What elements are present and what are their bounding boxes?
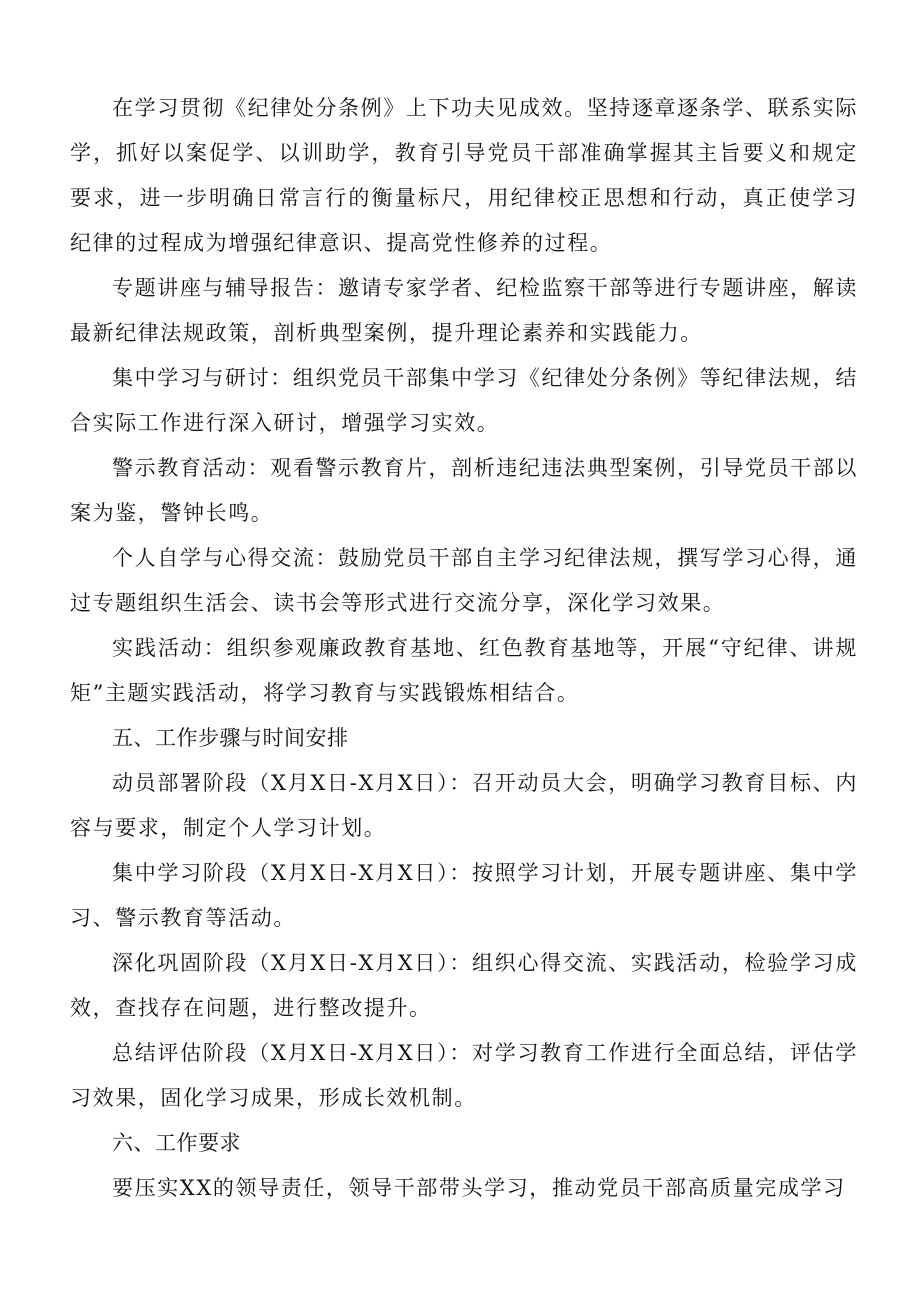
paragraph-study-regulations: 在学习贯彻《纪律处分条例》上下功夫见成效。坚持逐章逐条学、联系实际学，抓好以案促学、以训助学，教育引导党员干部准确掌握其主旨要义和规定要求，进一步明确日常言行的衡量标尺，用纪律校正思想和行动，真正使学习纪律的过程成为增强纪律意识、提高党性修养的过程。: [70, 96, 858, 255]
paragraph-practice-activities: 实践活动：组织参观廉政教育基地、红色教育基地等，开展“守纪律、讲规矩”主题实践活动，将学习教育与实践锻炼相结合。: [70, 636, 858, 705]
document-body: [70, 86, 858, 1211]
paragraph-focused-study-stage: 集中学习阶段（X月X日-X月X日）：按照学习计划，开展专题讲座、集中学习、警示教育等活动。: [70, 861, 858, 930]
section-heading-work-steps: 五、工作步骤与时间安排: [112, 726, 349, 750]
paragraph-evaluation-stage: 总结评估阶段（X月X日-X月X日）：对学习教育工作进行全面总结，评估学习效果，固化学习成果，形成长效机制。: [70, 1041, 858, 1110]
paragraph-lectures: 专题讲座与辅导报告：邀请专家学者、纪检监察干部等进行专题讲座，解读最新纪律法规政策，剖析典型案例，提升理论素养和实践能力。: [70, 276, 858, 345]
paragraph-self-study: 个人自学与心得交流：鼓励党员干部自主学习纪律法规，撰写学习心得，通过专题组织生活会、读书会等形式进行交流分享，深化学习效果。: [70, 546, 858, 615]
paragraph-group-study: 集中学习与研讨：组织党员干部集中学习《纪律处分条例》等纪律法规，结合实际工作进行深入研讨，增强学习实效。: [70, 366, 858, 435]
paragraph-mobilization-stage: 动员部署阶段（X月X日-X月X日）：召开动员大会，明确学习教育目标、内容与要求，制定个人学习计划。: [70, 771, 858, 840]
paragraph-consolidation-stage: 深化巩固阶段（X月X日-X月X日）：组织心得交流、实践活动，检验学习成效，查找存在问题，进行整改提升。: [70, 951, 858, 1020]
paragraph-warning-education: 警示教育活动：观看警示教育片，剖析违纪违法典型案例，引导党员干部以案为鉴，警钟长鸣。: [70, 456, 858, 525]
paragraph-leadership-responsibility: 要压实XX的领导责任，领导干部带头学习，推动党员干部高质量完成学习: [112, 1176, 846, 1200]
section-heading-work-requirements: 六、工作要求: [112, 1131, 241, 1155]
